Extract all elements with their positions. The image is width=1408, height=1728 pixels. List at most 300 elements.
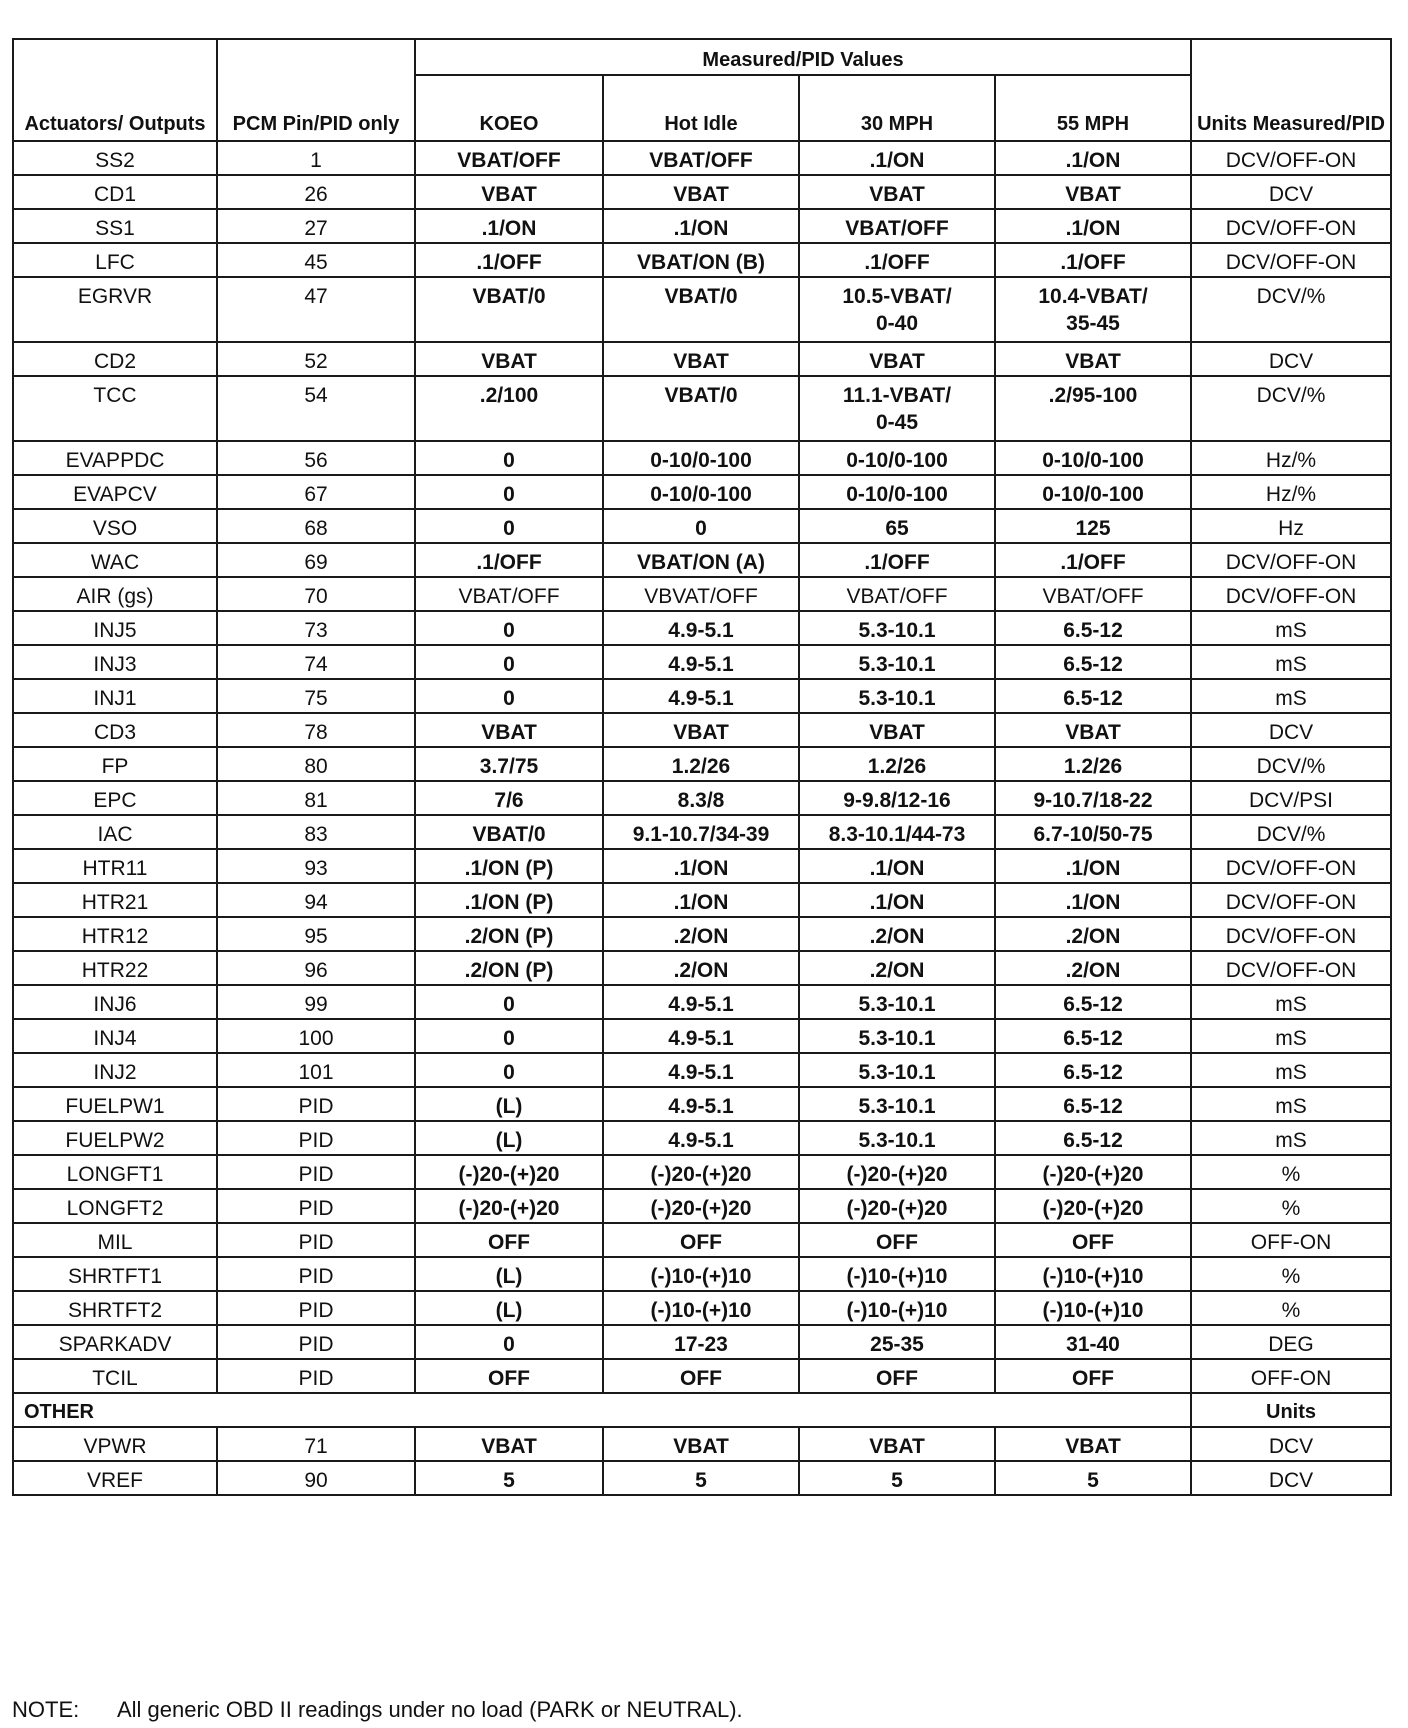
mph55-value: VBAT xyxy=(995,342,1191,376)
table-body xyxy=(13,141,1391,1495)
units-value: DCV/% xyxy=(1191,747,1391,781)
table-row xyxy=(13,1121,1391,1155)
mph30-value: 0-10/0-100 xyxy=(799,441,995,475)
table-row xyxy=(13,781,1391,815)
mph55-value: 9-10.7/18-22 xyxy=(995,781,1191,815)
actuator-name: IAC xyxy=(13,815,217,849)
mph55-value: .1/OFF xyxy=(995,243,1191,277)
table-row xyxy=(13,141,1391,175)
units-value: DCV xyxy=(1191,175,1391,209)
hot-idle-value: 4.9-5.1 xyxy=(603,645,799,679)
koeo-value: (-)20-(+)20 xyxy=(415,1155,603,1189)
header-measured-pid-values: Measured/PID Values xyxy=(415,39,1191,75)
mph55-value: .2/ON xyxy=(995,951,1191,985)
pcm-pin: 67 xyxy=(217,475,415,509)
koeo-value: 0 xyxy=(415,679,603,713)
hot-idle-value: .1/ON xyxy=(603,883,799,917)
actuator-name: LONGFT2 xyxy=(13,1189,217,1223)
table-row xyxy=(13,209,1391,243)
units-value: DCV/% xyxy=(1191,277,1391,342)
pcm-pin: 74 xyxy=(217,645,415,679)
hot-idle-value: .2/ON xyxy=(603,917,799,951)
units-value: mS xyxy=(1191,679,1391,713)
hot-idle-value: (-)10-(+)10 xyxy=(603,1257,799,1291)
hot-idle-value: VBAT/0 xyxy=(603,376,799,441)
actuator-name: CD2 xyxy=(13,342,217,376)
hot-idle-value: (-)20-(+)20 xyxy=(603,1189,799,1223)
koeo-value: (L) xyxy=(415,1291,603,1325)
table-row xyxy=(13,1155,1391,1189)
hot-idle-value: VBAT/OFF xyxy=(603,141,799,175)
mph30-value: 5 xyxy=(799,1461,995,1495)
koeo-value: (L) xyxy=(415,1257,603,1291)
mph30-value: .1/ON xyxy=(799,883,995,917)
mph30-value: VBAT/OFF xyxy=(799,209,995,243)
hot-idle-value: VBAT/0 xyxy=(603,277,799,342)
mph55-value: 6.5-12 xyxy=(995,1087,1191,1121)
pcm-pin: 83 xyxy=(217,815,415,849)
mph30-value: .1/ON xyxy=(799,849,995,883)
hot-idle-value: (-)10-(+)10 xyxy=(603,1291,799,1325)
header-koeo: KOEO xyxy=(415,75,603,141)
mph55-value: VBAT xyxy=(995,175,1191,209)
table-row xyxy=(13,917,1391,951)
table-row xyxy=(13,985,1391,1019)
pcm-pin: 26 xyxy=(217,175,415,209)
actuator-name: SHRTFT2 xyxy=(13,1291,217,1325)
units-value: DCV/PSI xyxy=(1191,781,1391,815)
actuator-name: INJ6 xyxy=(13,985,217,1019)
mph30-value-line1: 11.1-VBAT/ xyxy=(842,384,952,407)
koeo-value: .1/OFF xyxy=(415,543,603,577)
note-label: NOTE: xyxy=(12,1697,80,1722)
pcm-pin: PID xyxy=(217,1359,415,1393)
units-value: mS xyxy=(1191,1121,1391,1155)
koeo-value: 5 xyxy=(415,1461,603,1495)
mph55-value: .1/ON xyxy=(995,883,1191,917)
mph30-value: 5.3-10.1 xyxy=(799,679,995,713)
actuator-name: SS1 xyxy=(13,209,217,243)
koeo-value: 0 xyxy=(415,645,603,679)
mph55-value: 0-10/0-100 xyxy=(995,475,1191,509)
pcm-pin: PID xyxy=(217,1155,415,1189)
mph30-value: 1.2/26 xyxy=(799,747,995,781)
units-value: mS xyxy=(1191,611,1391,645)
pcm-pin: 101 xyxy=(217,1053,415,1087)
pcm-pin: 54 xyxy=(217,376,415,441)
units-value: mS xyxy=(1191,645,1391,679)
table-row xyxy=(13,951,1391,985)
actuator-name: HTR21 xyxy=(13,883,217,917)
table-row xyxy=(13,475,1391,509)
units-value: DCV xyxy=(1191,1461,1391,1495)
mph55-value: VBAT xyxy=(995,1427,1191,1461)
koeo-value: 3.7/75 xyxy=(415,747,603,781)
units-value: DCV/OFF-ON xyxy=(1191,209,1391,243)
hot-idle-value: 4.9-5.1 xyxy=(603,1019,799,1053)
mph30-value-line2: 0-45 xyxy=(875,411,919,434)
table-row xyxy=(13,815,1391,849)
mph55-value: VBAT/OFF xyxy=(995,577,1191,611)
koeo-value: 7/6 xyxy=(415,781,603,815)
table-row xyxy=(13,1087,1391,1121)
units-value: OFF-ON xyxy=(1191,1359,1391,1393)
mph55-value: 125 xyxy=(995,509,1191,543)
mph55-value: (-)20-(+)20 xyxy=(995,1189,1191,1223)
units-value: DCV/OFF-ON xyxy=(1191,577,1391,611)
actuator-name: HTR11 xyxy=(13,849,217,883)
pcm-pin: 73 xyxy=(217,611,415,645)
header-pcm-pin: PCM Pin/PID only xyxy=(217,39,415,141)
mph55-value: .1/ON xyxy=(995,141,1191,175)
actuator-name: LFC xyxy=(13,243,217,277)
actuator-name: FP xyxy=(13,747,217,781)
mph55-value: .1/ON xyxy=(995,849,1191,883)
koeo-value: 0 xyxy=(415,1325,603,1359)
actuator-name: INJ3 xyxy=(13,645,217,679)
koeo-value: VBAT/0 xyxy=(415,815,603,849)
pcm-pin: 1 xyxy=(217,141,415,175)
mph30-value: .1/ON xyxy=(799,141,995,175)
other-units-header: Units xyxy=(1191,1393,1391,1427)
koeo-value: OFF xyxy=(415,1223,603,1257)
pcm-pin: 45 xyxy=(217,243,415,277)
pcm-pin: PID xyxy=(217,1325,415,1359)
hot-idle-value: .1/ON xyxy=(603,209,799,243)
actuator-name: FUELPW2 xyxy=(13,1121,217,1155)
pcm-pin: 71 xyxy=(217,1427,415,1461)
mph55-value: 0-10/0-100 xyxy=(995,441,1191,475)
hot-idle-value: 0-10/0-100 xyxy=(603,441,799,475)
table-row xyxy=(13,175,1391,209)
mph30-value: 25-35 xyxy=(799,1325,995,1359)
table-row xyxy=(13,747,1391,781)
units-value: DCV/OFF-ON xyxy=(1191,141,1391,175)
units-value: DCV/OFF-ON xyxy=(1191,883,1391,917)
koeo-value: VBAT xyxy=(415,175,603,209)
pcm-pin: 99 xyxy=(217,985,415,1019)
koeo-value: VBAT xyxy=(415,1427,603,1461)
units-value: mS xyxy=(1191,985,1391,1019)
mph30-value: (-)20-(+)20 xyxy=(799,1155,995,1189)
mph55-value: .1/OFF xyxy=(995,543,1191,577)
mph30-value: 5.3-10.1 xyxy=(799,985,995,1019)
pcm-pin: 69 xyxy=(217,543,415,577)
koeo-value: 0 xyxy=(415,611,603,645)
actuator-name: CD3 xyxy=(13,713,217,747)
hot-idle-value: .1/ON xyxy=(603,849,799,883)
hot-idle-value: 9.1-10.7/34-39 xyxy=(603,815,799,849)
other-section-header xyxy=(13,1393,1391,1427)
mph55-value: VBAT xyxy=(995,713,1191,747)
mph55-value: 6.5-12 xyxy=(995,985,1191,1019)
mph55-value: (-)20-(+)20 xyxy=(995,1155,1191,1189)
mph30-value: .2/ON xyxy=(799,917,995,951)
hot-idle-value: VBAT xyxy=(603,1427,799,1461)
mph55-value-line1: 10.4-VBAT/ xyxy=(1038,285,1148,308)
pcm-pin: PID xyxy=(217,1291,415,1325)
pid-values-table xyxy=(12,38,1392,1496)
table-row xyxy=(13,1461,1391,1495)
hot-idle-value: 4.9-5.1 xyxy=(603,611,799,645)
actuator-name: INJ1 xyxy=(13,679,217,713)
mph55-value: 6.5-12 xyxy=(995,1121,1191,1155)
table-row xyxy=(13,849,1391,883)
actuator-name: VSO xyxy=(13,509,217,543)
pcm-pin: 56 xyxy=(217,441,415,475)
koeo-value: (L) xyxy=(415,1121,603,1155)
hot-idle-value: VBAT xyxy=(603,175,799,209)
pcm-pin: 70 xyxy=(217,577,415,611)
pcm-pin: 80 xyxy=(217,747,415,781)
mph30-value: VBAT xyxy=(799,175,995,209)
actuator-name: EGRVR xyxy=(13,277,217,342)
actuator-name: SS2 xyxy=(13,141,217,175)
table-row xyxy=(13,277,1391,342)
hot-idle-value: VBAT/ON (A) xyxy=(603,543,799,577)
hot-idle-value: 17-23 xyxy=(603,1325,799,1359)
hot-idle-value: 4.9-5.1 xyxy=(603,1121,799,1155)
mph55-value: 6.5-12 xyxy=(995,611,1191,645)
pcm-pin: 96 xyxy=(217,951,415,985)
table-row xyxy=(13,1257,1391,1291)
units-value: mS xyxy=(1191,1019,1391,1053)
units-value: DCV/OFF-ON xyxy=(1191,243,1391,277)
pcm-pin: 81 xyxy=(217,781,415,815)
mph55-value: 1.2/26 xyxy=(995,747,1191,781)
hot-idle-value: 0-10/0-100 xyxy=(603,475,799,509)
mph55-value-line2: 35-45 xyxy=(1066,312,1120,335)
units-value: DCV/OFF-ON xyxy=(1191,951,1391,985)
table-row xyxy=(13,883,1391,917)
pcm-pin: 47 xyxy=(217,277,415,342)
pcm-pin: 27 xyxy=(217,209,415,243)
mph30-value: .1/OFF xyxy=(799,543,995,577)
mph30-value: .1/OFF xyxy=(799,243,995,277)
hot-idle-value: 1.2/26 xyxy=(603,747,799,781)
mph55-value: 31-40 xyxy=(995,1325,1191,1359)
mph30-value: VBAT xyxy=(799,342,995,376)
table-row xyxy=(13,509,1391,543)
table-row xyxy=(13,1019,1391,1053)
table-row xyxy=(13,1291,1391,1325)
actuator-name: INJ4 xyxy=(13,1019,217,1053)
mph30-value: VBAT xyxy=(799,713,995,747)
koeo-value: (L) xyxy=(415,1087,603,1121)
units-value: DCV/OFF-ON xyxy=(1191,917,1391,951)
mph30-value: 5.3-10.1 xyxy=(799,1121,995,1155)
units-value: OFF-ON xyxy=(1191,1223,1391,1257)
table-row xyxy=(13,1223,1391,1257)
actuator-name: FUELPW1 xyxy=(13,1087,217,1121)
table-row xyxy=(13,441,1391,475)
units-value: % xyxy=(1191,1291,1391,1325)
units-value: Hz/% xyxy=(1191,441,1391,475)
hot-idle-value: VBAT xyxy=(603,713,799,747)
actuator-name: MIL xyxy=(13,1223,217,1257)
pcm-pin: PID xyxy=(217,1223,415,1257)
table-row xyxy=(13,679,1391,713)
mph30-value: 0-10/0-100 xyxy=(799,475,995,509)
units-value: DCV xyxy=(1191,1427,1391,1461)
units-value: % xyxy=(1191,1155,1391,1189)
mph30-value-line1: 10.5-VBAT/ xyxy=(842,285,952,308)
table-row xyxy=(13,1427,1391,1461)
actuator-name: TCIL xyxy=(13,1359,217,1393)
table-row xyxy=(13,543,1391,577)
footnote xyxy=(12,1697,743,1723)
hot-idle-value: VBAT/ON (B) xyxy=(603,243,799,277)
koeo-value: .1/ON xyxy=(415,209,603,243)
koeo-value: 0 xyxy=(415,509,603,543)
mph55-value: 6.7-10/50-75 xyxy=(995,815,1191,849)
mph30-value: (-)10-(+)10 xyxy=(799,1291,995,1325)
koeo-value: VBAT xyxy=(415,713,603,747)
koeo-value: .2/ON (P) xyxy=(415,917,603,951)
mph30-value: 5.3-10.1 xyxy=(799,1087,995,1121)
hot-idle-value: 0 xyxy=(603,509,799,543)
koeo-value: 0 xyxy=(415,1053,603,1087)
table-row xyxy=(13,577,1391,611)
pcm-pin: 95 xyxy=(217,917,415,951)
mph55-value: .1/ON xyxy=(995,209,1191,243)
koeo-value: VBAT/OFF xyxy=(415,577,603,611)
mph55-value: 6.5-12 xyxy=(995,1053,1191,1087)
mph30-value: .2/ON xyxy=(799,951,995,985)
units-value: DCV/% xyxy=(1191,815,1391,849)
units-value: DCV/OFF-ON xyxy=(1191,849,1391,883)
mph30-value xyxy=(799,277,995,342)
table-row xyxy=(13,342,1391,376)
mph55-value: .2/ON xyxy=(995,917,1191,951)
units-value: DCV/% xyxy=(1191,376,1391,441)
mph30-value: VBAT xyxy=(799,1427,995,1461)
mph30-value: 5.3-10.1 xyxy=(799,1053,995,1087)
pcm-pin: 52 xyxy=(217,342,415,376)
hot-idle-value: VBAT xyxy=(603,342,799,376)
mph30-value: 5.3-10.1 xyxy=(799,611,995,645)
actuator-name: EPC xyxy=(13,781,217,815)
mph30-value: 9-9.8/12-16 xyxy=(799,781,995,815)
koeo-value: .1/ON (P) xyxy=(415,849,603,883)
mph55-value: 6.5-12 xyxy=(995,679,1191,713)
units-value: mS xyxy=(1191,1087,1391,1121)
koeo-value: 0 xyxy=(415,1019,603,1053)
hot-idle-value: VBVAT/OFF xyxy=(603,577,799,611)
hot-idle-value: 8.3/8 xyxy=(603,781,799,815)
hot-idle-value: 4.9-5.1 xyxy=(603,679,799,713)
koeo-value: .2/100 xyxy=(415,376,603,441)
table-row xyxy=(13,1359,1391,1393)
mph55-value: 6.5-12 xyxy=(995,1019,1191,1053)
mph55-value: (-)10-(+)10 xyxy=(995,1291,1191,1325)
pcm-pin: 93 xyxy=(217,849,415,883)
mph30-value: OFF xyxy=(799,1359,995,1393)
table-row xyxy=(13,376,1391,441)
koeo-value: 0 xyxy=(415,441,603,475)
header-30-mph: 30 MPH xyxy=(799,75,995,141)
koeo-value: .1/OFF xyxy=(415,243,603,277)
koeo-value: VBAT xyxy=(415,342,603,376)
mph30-value: OFF xyxy=(799,1223,995,1257)
actuator-name: SPARKADV xyxy=(13,1325,217,1359)
units-value: DCV xyxy=(1191,342,1391,376)
table-row xyxy=(13,713,1391,747)
mph55-value: .2/95-100 xyxy=(995,376,1191,441)
koeo-value: 0 xyxy=(415,985,603,1019)
actuator-name: VPWR xyxy=(13,1427,217,1461)
actuator-name: TCC xyxy=(13,376,217,441)
mph30-value xyxy=(799,376,995,441)
mph30-value: 5.3-10.1 xyxy=(799,1019,995,1053)
units-value: mS xyxy=(1191,1053,1391,1087)
actuator-name: HTR22 xyxy=(13,951,217,985)
header-55-mph: 55 MPH xyxy=(995,75,1191,141)
table-row xyxy=(13,1325,1391,1359)
mph30-value-line2: 0-40 xyxy=(875,312,919,335)
actuator-name: VREF xyxy=(13,1461,217,1495)
mph30-value: 5.3-10.1 xyxy=(799,645,995,679)
mph30-value: VBAT/OFF xyxy=(799,577,995,611)
units-value: DEG xyxy=(1191,1325,1391,1359)
mph30-value: 65 xyxy=(799,509,995,543)
koeo-value: OFF xyxy=(415,1359,603,1393)
pcm-pin: PID xyxy=(217,1189,415,1223)
actuator-name: HTR12 xyxy=(13,917,217,951)
units-value: DCV/OFF-ON xyxy=(1191,543,1391,577)
table-row xyxy=(13,611,1391,645)
actuator-name: EVAPPDC xyxy=(13,441,217,475)
actuator-name: INJ5 xyxy=(13,611,217,645)
hot-idle-value: .2/ON xyxy=(603,951,799,985)
mph30-value: (-)20-(+)20 xyxy=(799,1189,995,1223)
units-value: Hz/% xyxy=(1191,475,1391,509)
units-value: % xyxy=(1191,1189,1391,1223)
pcm-pin: 100 xyxy=(217,1019,415,1053)
table-row xyxy=(13,243,1391,277)
hot-idle-value: 4.9-5.1 xyxy=(603,985,799,1019)
pcm-pin: 94 xyxy=(217,883,415,917)
units-value: Hz xyxy=(1191,509,1391,543)
pcm-pin: PID xyxy=(217,1087,415,1121)
mph55-value: 5 xyxy=(995,1461,1191,1495)
header-actuators: Actuators/ Outputs xyxy=(13,39,217,141)
other-label: OTHER xyxy=(13,1393,1191,1427)
pcm-pin: 90 xyxy=(217,1461,415,1495)
mph55-value: OFF xyxy=(995,1359,1191,1393)
mph55-value: (-)10-(+)10 xyxy=(995,1257,1191,1291)
koeo-value: (-)20-(+)20 xyxy=(415,1189,603,1223)
pcm-pin: 78 xyxy=(217,713,415,747)
pcm-pin: PID xyxy=(217,1121,415,1155)
table-row xyxy=(13,645,1391,679)
header-units: Units Measured/PID xyxy=(1191,39,1391,141)
hot-idle-value: 4.9-5.1 xyxy=(603,1087,799,1121)
actuator-name: SHRTFT1 xyxy=(13,1257,217,1291)
koeo-value: VBAT/OFF xyxy=(415,141,603,175)
units-value: % xyxy=(1191,1257,1391,1291)
pcm-pin: PID xyxy=(217,1257,415,1291)
mph30-value: 8.3-10.1/44-73 xyxy=(799,815,995,849)
koeo-value: .2/ON (P) xyxy=(415,951,603,985)
hot-idle-value: OFF xyxy=(603,1359,799,1393)
mph55-value xyxy=(995,277,1191,342)
koeo-value: VBAT/0 xyxy=(415,277,603,342)
pcm-pin: 75 xyxy=(217,679,415,713)
table-row xyxy=(13,1053,1391,1087)
actuator-name: CD1 xyxy=(13,175,217,209)
pcm-pin: 68 xyxy=(217,509,415,543)
